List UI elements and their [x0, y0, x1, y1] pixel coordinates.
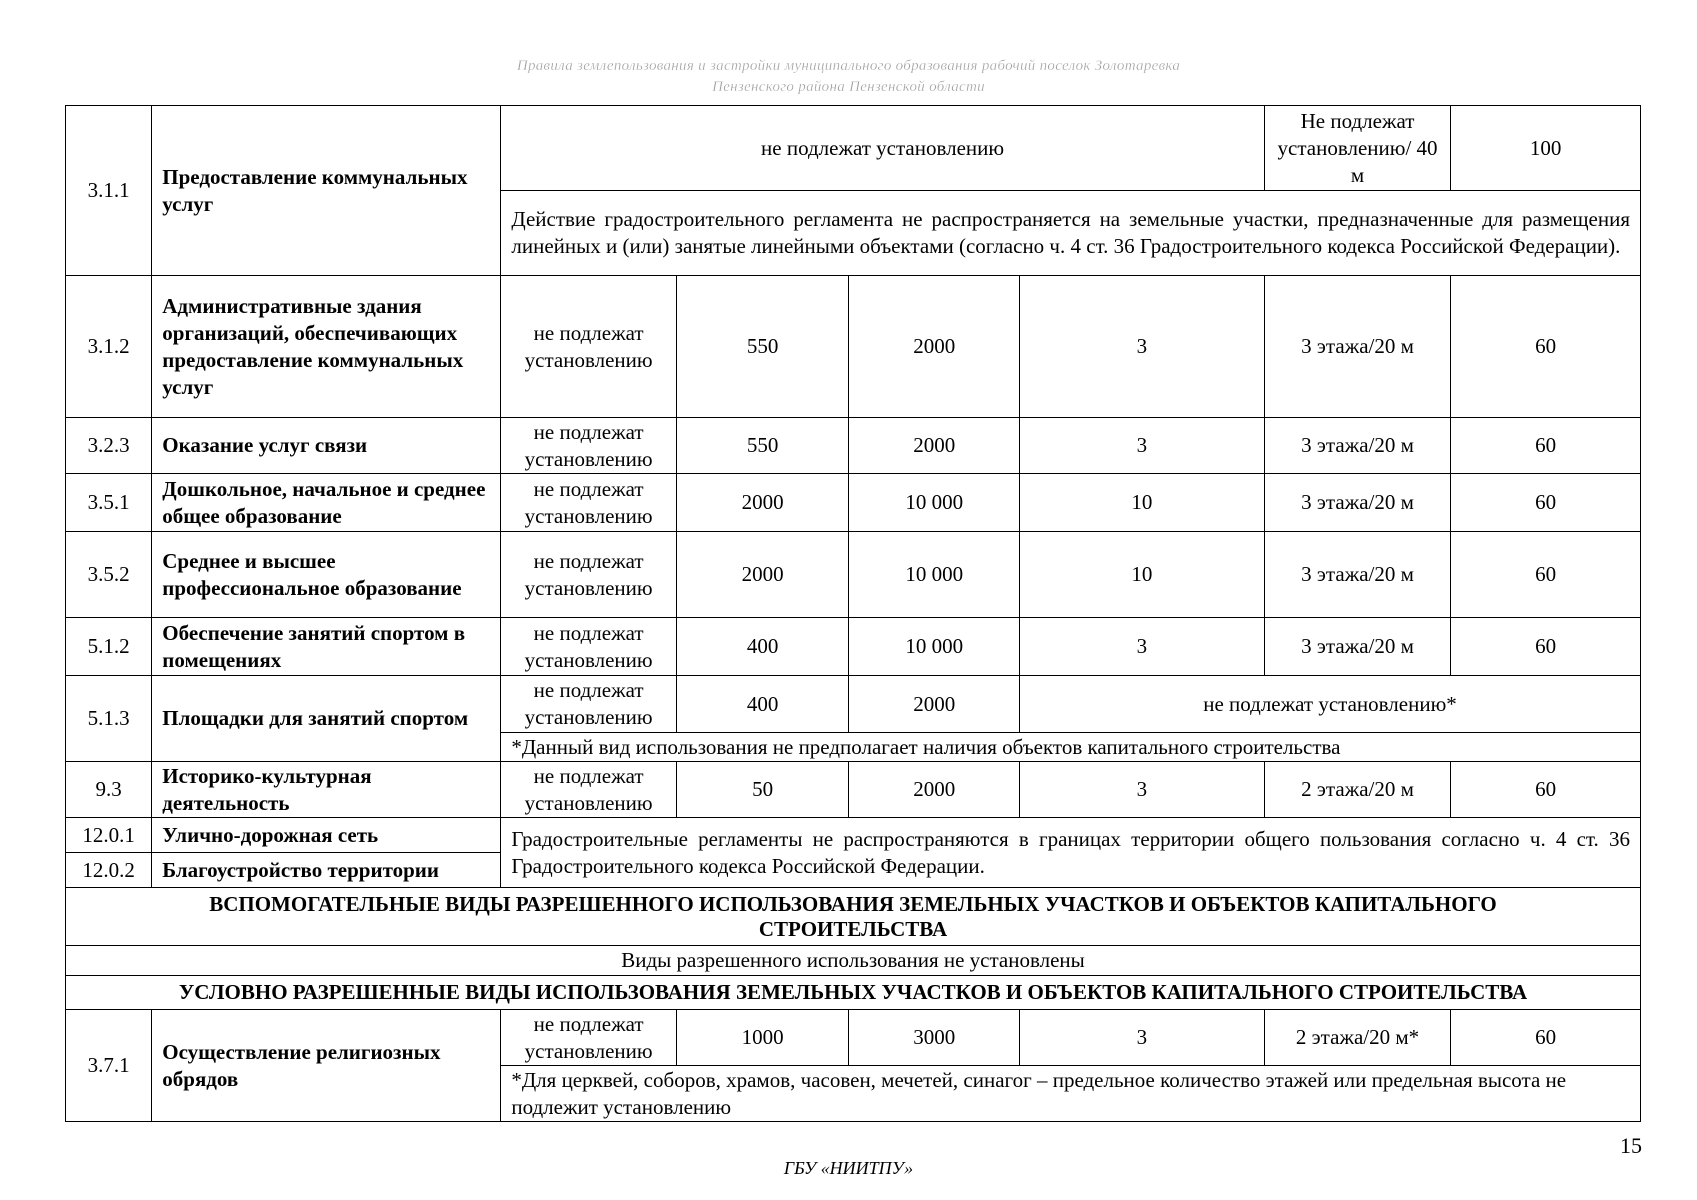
- cell: 3: [1019, 1010, 1264, 1066]
- cell: 1000: [676, 1010, 849, 1066]
- page-footer: ГБУ «НИИТПУ»: [783, 1158, 914, 1178]
- row-name: Обеспечение занятий спортом в помещениях: [152, 618, 501, 676]
- cell: 10 000: [849, 474, 1020, 532]
- cell: 2000: [676, 532, 849, 618]
- header-line-2: Пензенского района Пензенской области: [712, 79, 985, 95]
- percent-cell: 100: [1451, 106, 1641, 191]
- cell: 2000: [849, 276, 1020, 418]
- cell: 3000: [849, 1010, 1020, 1066]
- row-code: 5.1.2: [66, 618, 152, 676]
- row-code: 12.0.1: [66, 818, 152, 853]
- row-code: 3.2.3: [66, 418, 152, 474]
- cell: 3 этажа/20 м: [1264, 532, 1451, 618]
- table-row: [66, 276, 1641, 418]
- cell: 3: [1019, 418, 1264, 474]
- cell: 2 этажа/20 м*: [1264, 1010, 1451, 1066]
- cell: 60: [1451, 1010, 1641, 1066]
- row-code: 3.7.1: [66, 1010, 152, 1122]
- merged-cell: не подлежат установлению: [501, 106, 1264, 191]
- cell: не подлежат установлению: [501, 532, 677, 618]
- table-row: [66, 676, 1641, 733]
- table-row: [66, 762, 1641, 818]
- row-name: Дошкольное, начальное и среднее общее образование: [152, 474, 501, 532]
- table-row: [66, 1010, 1641, 1066]
- row-code: 12.0.2: [66, 853, 152, 888]
- cell: 2000: [676, 474, 849, 532]
- table-row: [66, 474, 1641, 532]
- row-name: Площадки для занятий спортом: [152, 676, 501, 762]
- cell: 60: [1451, 474, 1641, 532]
- page-header: [0, 56, 1697, 98]
- section-heading-row: [66, 976, 1641, 1010]
- cell: 10 000: [849, 532, 1020, 618]
- cell: 3: [1019, 276, 1264, 418]
- cell: 60: [1451, 418, 1641, 474]
- cell: не подлежат установлению: [501, 276, 677, 418]
- section-heading-row: [66, 888, 1641, 946]
- row-code: 5.1.3: [66, 676, 152, 762]
- cell: 400: [676, 676, 849, 733]
- row-name: Улично-дорожная сеть: [152, 818, 501, 853]
- table-row: [66, 818, 1641, 853]
- row-code: 9.3: [66, 762, 152, 818]
- table-row: [66, 532, 1641, 618]
- cell: не подлежат установлению: [501, 1010, 677, 1066]
- page-number: 15: [1620, 1133, 1642, 1158]
- section-text: Виды разрешенного использования не установлены: [66, 946, 1641, 976]
- merged-cell: не подлежат установлению*: [1019, 676, 1640, 733]
- row-name: Административные здания организаций, обеспечивающих предоставление коммунальных услуг: [152, 276, 501, 418]
- row-name: Среднее и высшее профессиональное образование: [152, 532, 501, 618]
- table-row: [66, 106, 1641, 191]
- cell: 3: [1019, 762, 1264, 818]
- cell: 3 этажа/20 м: [1264, 474, 1451, 532]
- cell: 10: [1019, 474, 1264, 532]
- cell: не подлежат установлению: [501, 676, 677, 733]
- cell: 2000: [849, 676, 1020, 733]
- cell: 10 000: [849, 618, 1020, 676]
- row-note: Градостроительные регламенты не распространяются в границах территории общего пользования согласно ч. 4 ст. 36 Градостроительного кодекса Российской Федерации.: [501, 818, 1641, 888]
- row-name: Оказание услуг связи: [152, 418, 501, 474]
- cell: 3 этажа/20 м: [1264, 618, 1451, 676]
- cell: 60: [1451, 618, 1641, 676]
- table-row: [66, 418, 1641, 474]
- header-line-1: Правила землепользования и застройки муниципального образования рабочий поселок Золотаревка: [516, 58, 1181, 74]
- cell: 60: [1451, 276, 1641, 418]
- cell: 10: [1019, 532, 1264, 618]
- row-name: Осуществление религиозных обрядов: [152, 1010, 501, 1122]
- section-heading: УСЛОВНО РАЗРЕШЕННЫЕ ВИДЫ ИСПОЛЬЗОВАНИЯ ЗЕМЕЛЬНЫХ УЧАСТКОВ И ОБЪЕКТОВ КАПИТАЛЬНОГО СТРОИТЕЛЬСТВА: [66, 976, 1641, 1010]
- cell: 60: [1451, 532, 1641, 618]
- row-name: Предоставление коммунальных услуг: [152, 106, 501, 276]
- section-text-row: [66, 946, 1641, 976]
- table-row: [66, 618, 1641, 676]
- cell: 2 этажа/20 м: [1264, 762, 1451, 818]
- cell: 400: [676, 618, 849, 676]
- row-code: 3.5.2: [66, 532, 152, 618]
- row-note: Действие градостроительного регламента не распространяется на земельные участки, предназначенные для размещения линейных и (или) занятые линейными объектами (согласно ч. 4 ст. 36 Градостроительного кодекса Российской Федерации).: [501, 191, 1641, 276]
- regulations-table: [65, 105, 1641, 1122]
- cell: 550: [676, 418, 849, 474]
- row-code: 3.5.1: [66, 474, 152, 532]
- section-heading: ВСПОМОГАТЕЛЬНЫЕ ВИДЫ РАЗРЕШЕННОГО ИСПОЛЬЗОВАНИЯ ЗЕМЕЛЬНЫХ УЧАСТКОВ И ОБЪЕКТОВ КАПИТАЛЬНОГО СТРОИТЕЛЬСТВА: [66, 888, 1641, 946]
- cell: 3 этажа/20 м: [1264, 276, 1451, 418]
- cell: 550: [676, 276, 849, 418]
- cell: 2000: [849, 418, 1020, 474]
- cell: не подлежат установлению: [501, 762, 677, 818]
- cell: не подлежат установлению: [501, 418, 677, 474]
- cell: 3: [1019, 618, 1264, 676]
- cell: не подлежат установлению: [501, 618, 677, 676]
- row-code: 3.1.2: [66, 276, 152, 418]
- cell: 50: [676, 762, 849, 818]
- row-name: Благоустройство территории: [152, 853, 501, 888]
- floors-cell: Не подлежат установлению/ 40 м: [1264, 106, 1451, 191]
- row-code: 3.1.1: [66, 106, 152, 276]
- row-name: Историко-культурная деятельность: [152, 762, 501, 818]
- row-note: *Данный вид использования не предполагает наличия объектов капитального строительства: [501, 733, 1641, 762]
- row-note: *Для церквей, соборов, храмов, часовен, мечетей, синагог – предельное количество этажей или предельная высота не подлежит установлению: [501, 1066, 1641, 1122]
- cell: 3 этажа/20 м: [1264, 418, 1451, 474]
- cell: не подлежат установлению: [501, 474, 677, 532]
- cell: 2000: [849, 762, 1020, 818]
- cell: 60: [1451, 762, 1641, 818]
